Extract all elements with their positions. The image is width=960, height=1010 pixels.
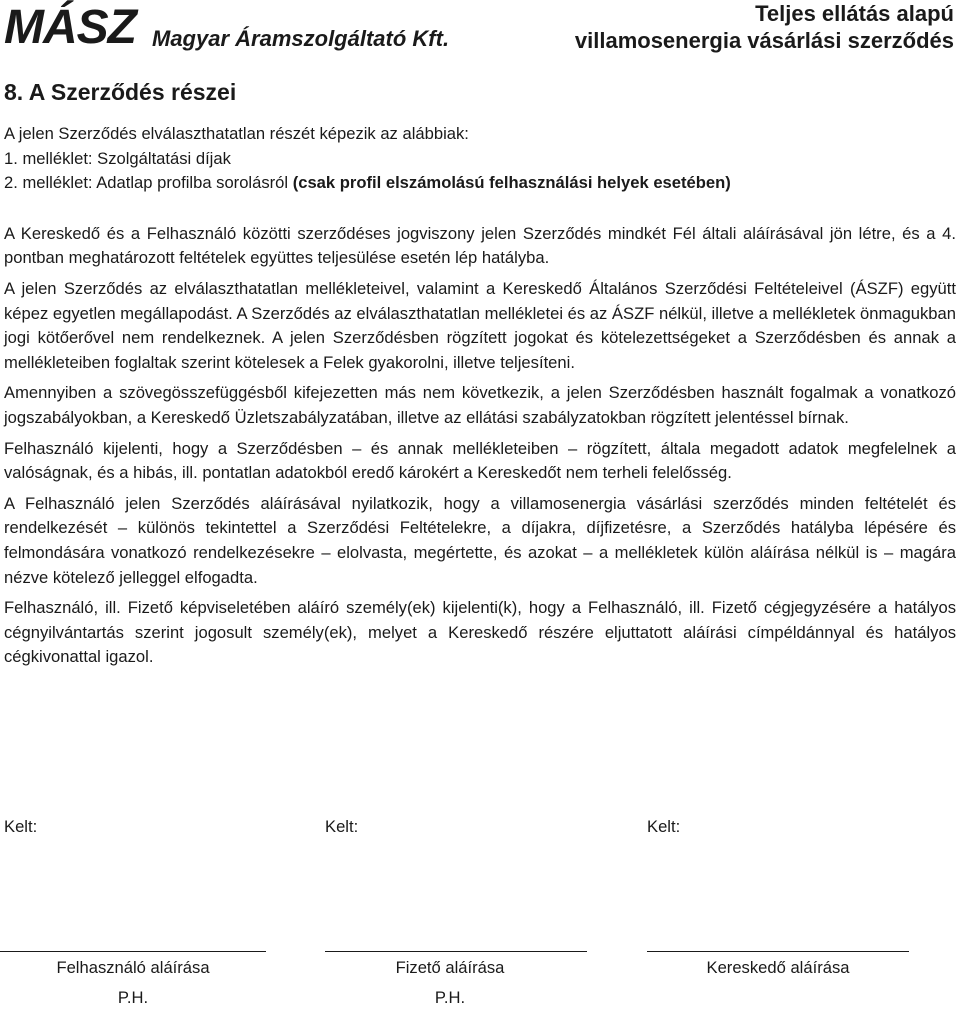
signature-line: [0, 951, 266, 952]
document-title-line-2: villamosenergia vásárlási szerződés: [574, 28, 954, 53]
date-place-label: Kelt:: [647, 817, 681, 836]
paragraph-entry-into-force: A Kereskedő és a Felhasználó közötti szerződéses jogviszony jelen Szerződés mindkét Fél általi aláírásával jön létre, és a 4. pontban meghatározott feltételek együttes teljesülése esetén lép hatályba.: [4, 223, 956, 268]
signature-block-fizeto: [325, 812, 595, 1007]
document-title-line-1: Teljes ellátás alapú: [755, 1, 954, 26]
stamp-label: P.H.: [434, 988, 466, 1007]
paragraph-definitions: Amennyiben a szövegösszefüggésből kifejezetten más nem következik, a jelen Szerződésben használt fogalmak a vonatkozó jogszabályokban, a Kereskedő Üzletszabályzatában, illetve az ellátási szabályzatokban rögzített jelentéssel bírnak.: [4, 383, 956, 427]
annex-item-2: [4, 171, 956, 196]
company-name: Magyar Áramszolgáltató Kft.: [152, 26, 450, 51]
company-logo: MÁSZ: [4, 1, 136, 54]
signature-block-kereskedo: [647, 812, 917, 1007]
annex-item-2-text: 2. melléklet: Adatlap profilba sorolásról: [4, 173, 293, 193]
annex-intro: A jelen Szerződés elválaszthatatlan részét képezik az alábbiak:: [4, 124, 469, 143]
section-body: [4, 122, 956, 670]
annex-item-2-note: (csak profil elszámolású felhasználási helyek esetében): [292, 173, 731, 193]
date-place-label: Kelt:: [4, 817, 38, 836]
stamp-label: P.H.: [117, 988, 149, 1007]
document-title: [575, 0, 954, 54]
signature-area: [0, 812, 960, 1007]
date-place-label: Kelt:: [325, 817, 359, 836]
section-heading: 8. A Szerződés részei: [4, 79, 237, 105]
paragraph-representation: Felhasználó, ill. Fizető képviseletében aláíró személy(ek) kijelenti(k), hogy a Felhasználó, ill. Fizető cégjegyzésére a hatályos cégnyilvántartás szerint jogosult személy(ek), melyet a Kereskedő részére eljuttatott aláírási címpéldánnyal és hatályos cégkivonattal igazol.: [4, 598, 956, 667]
signature-label: Felhasználó aláírása: [56, 958, 210, 977]
paragraph-acceptance: A Felhasználó jelen Szerződés aláírásával nyilatkozik, hogy a villamosenergia vásárlási szerződés minden feltételét és rendelkezését – különös tekintettel a Szerződési Feltételekre, a díjakra, díjfizetésre, a Szerződés hatályba lépésére és felmondására vonatkozó rendelkezésekre – elolvasta, megértette, és azokat – a mellékletek külön aláírása nélkül is – magára nézve kötelező jelleggel elfogadta.: [4, 493, 956, 587]
page-header: [0, 0, 960, 60]
signature-block-felhasznalo: [4, 812, 274, 1007]
signature-label: Fizető aláírása: [395, 958, 505, 977]
paragraph-data-accuracy: Felhasználó kijelenti, hogy a Szerződésben – és annak mellékleteiben – rögzített, általa megadott adatok megfelelnek a valóságnak, és a hibás, ill. pontatlan adatokból eredő károkért a Kereskedőt nem terheli felelősség.: [4, 438, 956, 483]
signature-label: Kereskedő aláírása: [706, 958, 850, 977]
paragraph-agreement-parts: A jelen Szerződés az elválaszthatatlan mellékleteivel, valamint a Kereskedő Általános Szerződési Feltételeivel (ÁSZF) együtt képez egyetlen megállapodást. A Szerződés az elválaszthatatlan mellékletei és az ÁSZF nélkül, illetve a mellékletek önmagukban jogi kötőerővel nem rendelkeznek. A jelen Szerződésben rögzített jogokat és kötelezettségeket a Szerződésben és annak a mellékleteiben foglaltak szerint kötelesek a Felek gyakorolni, illetve teljesíteni.: [4, 278, 956, 372]
annex-item-1: 1. melléklet: Szolgáltatási díjak: [4, 148, 231, 168]
signature-line: [325, 951, 587, 952]
signature-line: [647, 951, 909, 952]
